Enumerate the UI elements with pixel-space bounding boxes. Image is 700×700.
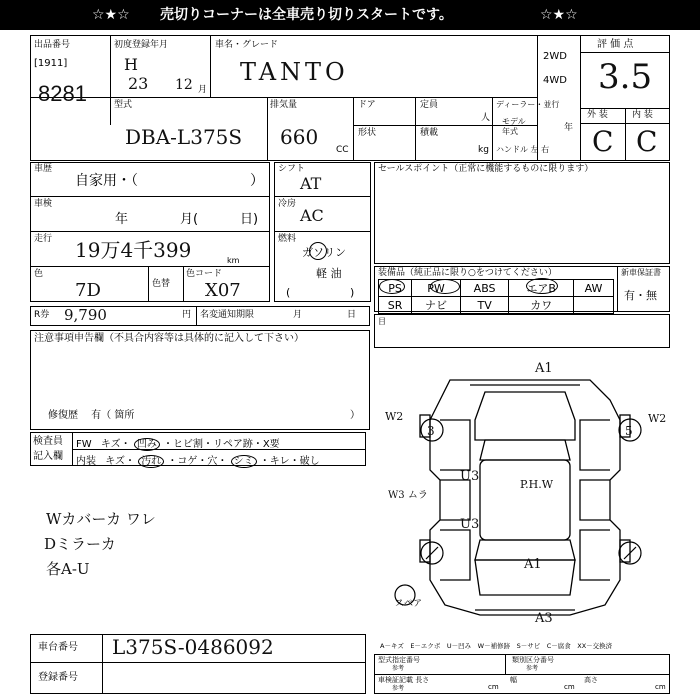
note-line-3: 各A-U [46,560,90,578]
tick-label: 目 [378,317,386,326]
notes-label: 注意事項申告欄（不具合内容等は具体的に記入して下さい） [34,333,304,344]
form-ref: 参考 [392,665,405,672]
kg-unit: kg [478,145,489,155]
fuel-label: 燃料 [278,234,297,244]
equip-circle-pw [430,279,460,294]
color-value: 7D [75,280,101,301]
car-name-label: 車名・グレード [215,40,279,50]
name-change-month: 月 [293,310,303,320]
note-line-2: Dミラーカ [44,535,116,553]
fuel-paren-open: ( [286,286,291,299]
interior-condition-row [76,452,320,467]
category-ref: 参考 [526,665,539,672]
fw-rest: ・ヒビ割・リペア跡・X要 [163,439,280,450]
year-unit: 年 [564,123,574,133]
warranty-value: 有・無 [624,289,657,302]
interior-label: 内 装 [632,110,653,120]
color-code-label: 色コード [186,269,223,279]
mark-left-top: W2 [385,410,404,423]
mark-front: A1 [535,361,553,376]
insp-day: 日) [240,212,259,227]
note-line-1: Wカバーカ ワレ [46,510,156,528]
insp-month: 月( [180,212,199,227]
fw-condition-row [76,435,280,450]
nai-head: 内装 [76,456,96,467]
equip-sr: SR [379,297,412,314]
fw-head: FW [76,439,92,450]
first-reg-month: 12 [175,77,193,93]
lot-number: 8281 [38,81,87,106]
dealer-label: ディーラー・並行 [496,100,560,109]
nai-stain: シミ [231,455,257,468]
sales-point-box [374,162,670,264]
model-value: DBA-L375S [125,125,243,149]
mark-hood-right: U3 [460,517,480,532]
mark-roof: P.H.W [520,478,554,491]
equip-airbag: エアB [509,280,574,297]
size-ref: 参考 [392,685,405,692]
history-close: ） [250,173,264,189]
equip-ps: PS [379,280,412,297]
fw-dent: 凹み [134,438,160,451]
cc-unit: CC [336,145,349,155]
equip-abs: ABS [460,280,508,297]
history-value: 自家用・（ [75,173,138,189]
equip-navi: ナビ [412,297,461,314]
score-label: 評 価 点 [597,39,634,50]
recycle-value: 9,790 [64,306,107,324]
banner-stars-left: ☆★☆ [92,7,130,23]
form-code-label: 型式指定番号 [378,656,420,664]
mark-hood-left: U3 [460,469,480,484]
recycle-label: R券 [34,310,50,320]
equip-leather: カワ [509,297,574,314]
reg-label: 登録番号 [38,672,78,683]
interior-grade: C [636,125,658,158]
nai-scratch: キズ・ [105,456,135,467]
warranty-label: 新車保証書 [621,268,661,277]
load-label: 積載 [420,128,439,138]
inspection-label: 車検 [34,199,53,209]
lot-no-label: 出品番号 [34,40,71,50]
equipment-label: 装備品（純正品に限り○をつけてください） [378,268,557,278]
color-change-label: 色替 [152,279,171,289]
shift-value: AT [300,174,322,193]
chassis-label: 車台番号 [38,642,78,653]
nai-burn: ・コゲ・穴・ [167,456,228,467]
first-reg-year: 23 [128,74,149,93]
banner-title: 売切りコーナーは全車売り切りスタートです。 [160,7,453,23]
repair-history-label: 修復歴 有（ 箇所 [48,410,135,421]
first-reg-era: H [124,55,138,74]
fuel-gasoline: ガソリン [302,246,346,259]
name-change-label: 名変通知期限 [200,310,255,320]
damage-legend: A－キズ E－エクボ U－凹み W－補修跡 S－サビ C－腐食 XX－交換済 [380,642,613,650]
history-label: 車歴 [34,164,53,174]
mark-left-mid: W3 ムラ [388,490,428,501]
name-change-day: 日 [347,310,357,320]
mark-rear: A3 [535,611,553,626]
score-value: 3.5 [598,57,653,97]
shift-block [274,162,371,302]
fuel-diesel: 軽 油 [316,267,342,280]
mileage-value: 19万4千399 [75,238,192,262]
repair-history-close: ） [350,410,360,421]
model-year-top: モデル [502,117,526,126]
height-label: 高さ [584,676,598,684]
lot-code: [1911] [34,58,68,69]
color-code-value: X07 [205,280,241,301]
first-reg-label: 初度登録年月 [114,40,169,50]
fw-scratch: キズ・ [100,439,131,450]
equip-circle-airbag [526,278,558,294]
km-unit: km [227,256,240,265]
size-label: 車検証記載 長さ [378,676,430,684]
car-roof [480,460,570,540]
cooler-label: 冷房 [278,199,297,209]
displacement-label: 排気量 [270,100,298,110]
tick-box [374,314,670,348]
model-label: 型式 [114,100,133,110]
entry-label: 記入欄 [33,451,63,462]
car-name-value: TANTO [240,58,349,86]
category-label: 類別区分番号 [512,656,554,664]
exterior-label: 外 装 [587,110,608,120]
equipment-table [378,279,614,314]
month-unit-reg: 月 [198,85,208,95]
banner-stars-right: ☆★☆ [540,7,578,23]
car-condition-diagram [380,360,670,630]
doors-label: ドア [358,100,376,110]
nai-rest: ・キレ・破し [259,456,320,467]
capacity-label: 定員 [420,100,439,110]
fuel-circle-mark [309,242,327,260]
yen-unit: 円 [182,310,192,320]
width-label: 幅 [510,676,517,684]
equip-tv: TV [460,297,508,314]
mark-left-num: 3 [427,424,435,438]
nai-dirt: 汚れ [138,455,164,468]
equip-circle-ps [379,279,405,294]
chassis-value: L375S-0486092 [112,635,274,659]
car-hood [475,392,575,440]
mark-right-top: W2 [648,412,667,425]
cooler-value: AC [300,206,324,225]
exterior-grade: C [592,125,614,158]
model-year-bottom: 年式 [502,127,518,136]
drive-2wd: 2WD [543,51,567,62]
shift-label: シフト [278,164,306,174]
shape-label: 形状 [358,128,377,138]
drive-4wd: 4WD [543,75,567,86]
spare-label: スペア [395,599,423,609]
sales-point-label: セールスポイント（正常に機能するものに限ります） [378,164,594,174]
insp-year: 年 [115,212,129,227]
header-banner [0,0,700,30]
persons-unit: 人 [481,113,491,123]
displacement-value: 660 [280,125,319,149]
equip-empty [574,297,614,314]
mileage-label: 走行 [34,234,53,244]
mark-rear-door: A1 [524,557,542,572]
equip-pw: PW [412,280,461,297]
mark-right-num: 5 [625,424,633,438]
height-cm: cm [655,683,666,691]
width-cm: cm [564,683,575,691]
checker-label: 検査員 [33,436,63,447]
fuel-paren-close: ) [350,286,355,299]
handle-label: ハンドル 左 右 [496,145,550,154]
equip-aw: AW [574,280,614,297]
length-cm: cm [488,683,499,691]
color-label: 色 [34,269,44,279]
